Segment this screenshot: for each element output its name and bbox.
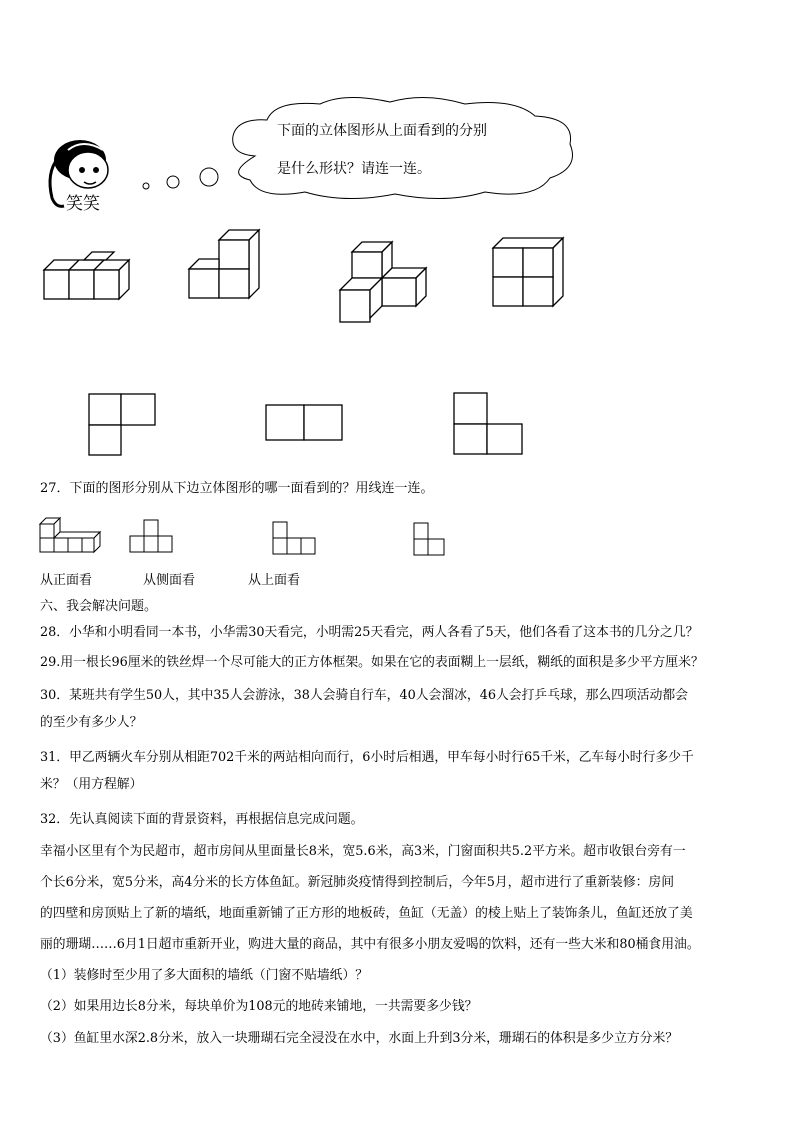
q31-line2: 米？（用方程解） [40, 777, 143, 792]
q27-label-front: 从正面看 [40, 573, 93, 588]
q32-paragraph-line3: 的四壁和房顶贴上了新的墙纸，地面重新铺了正方形的地板砖，鱼缸（无盖）的棱上贴上了装饰条儿，鱼缸还放了美 [40, 906, 693, 921]
q28-text: 28．小华和小明看同一本书，小华需30天看完，小明需25天看完，两人各看了5天，他们各看了这本书的几分之几？ [40, 625, 699, 640]
q29-text: 29.用一根长96厘米的铁丝焊一个尽可能大的正方体框架。如果在它的表面糊上一层纸，糊纸的面积是多少平方厘米？ [40, 655, 704, 670]
q30-line2: 的至少有多少人？ [40, 715, 143, 730]
solid-figure-4 [493, 238, 573, 308]
q30-line1: 30．某班共有学生50人，其中35人会游泳，38人会骑自行车，40人会溜冰，46人会打乒乓球，那么四项活动都会 [40, 688, 688, 703]
solid-figure-3 [340, 238, 430, 323]
q32-intro: 32．先认真阅读下面的背景资料，再根据信息完成问题。 [40, 812, 364, 827]
q32-paragraph-line2: 个长6分米，宽5分米，高4分米的长方体鱼缸。新冠肺炎疫情得到控制后，今年5月，超市进行了重新装修：房间 [40, 875, 675, 890]
q32-paragraph-line1: 幸福小区里有个为民超市，超市房间从里面量长8米，宽5.6米，高3米，门窗面积共5.2平方米。超市收银台旁有一 [40, 844, 686, 859]
thought-bubble-cloud [215, 96, 585, 201]
q32-paragraph-line4: 丽的珊瑚……6月1日超市重新开业，购进大量的商品，其中有很多小朋友爱喝的饮料，还有一些大米和80桶食用油。 [40, 937, 700, 952]
solid-figure-2 [189, 228, 269, 303]
q27-text: 27．下面的图形分别从下边立体图形的哪一面看到的？用线连一连。 [40, 481, 434, 496]
girl-label: 笑笑 [66, 194, 100, 214]
view-shape-2 [266, 405, 346, 445]
q32-sub1: （1）装修时至少用了多大面积的墙纸（门窗不贴墙纸）？ [40, 968, 369, 983]
view-shape-3 [454, 393, 526, 457]
q27-solid-figure [40, 514, 102, 556]
q32-sub2: （2）如果用边长8分米，每块单价为108元的地砖来铺地，一共需要多少钱？ [40, 999, 478, 1014]
q27-label-side: 从侧面看 [143, 573, 196, 588]
view-shape-1 [89, 394, 159, 458]
q32-sub3: （3）鱼缸里水深2.8分米，放入一块珊瑚石完全浸没在水中，水面上升到3分米，珊瑚石的体积是多少立方分米？ [40, 1031, 679, 1046]
q27-view-a [130, 520, 180, 556]
q27-view-b [273, 522, 323, 556]
bubble-text-line1: 下面的立体图形从上面看到的分别 [277, 123, 487, 139]
section6-title: 六、我会解决问题。 [40, 599, 158, 614]
bubble-text-line2: 是什么形状？请连一连。 [277, 161, 431, 177]
solid-figure-1 [44, 246, 134, 306]
q27-label-top: 从上面看 [248, 573, 301, 588]
q31-line1: 31．甲乙两辆火车分别从相距702千米的两站相向而行，6小时后相遇，甲车每小时行65千米，乙车每小时行多少千 [40, 750, 694, 765]
q27-view-c [414, 523, 450, 559]
